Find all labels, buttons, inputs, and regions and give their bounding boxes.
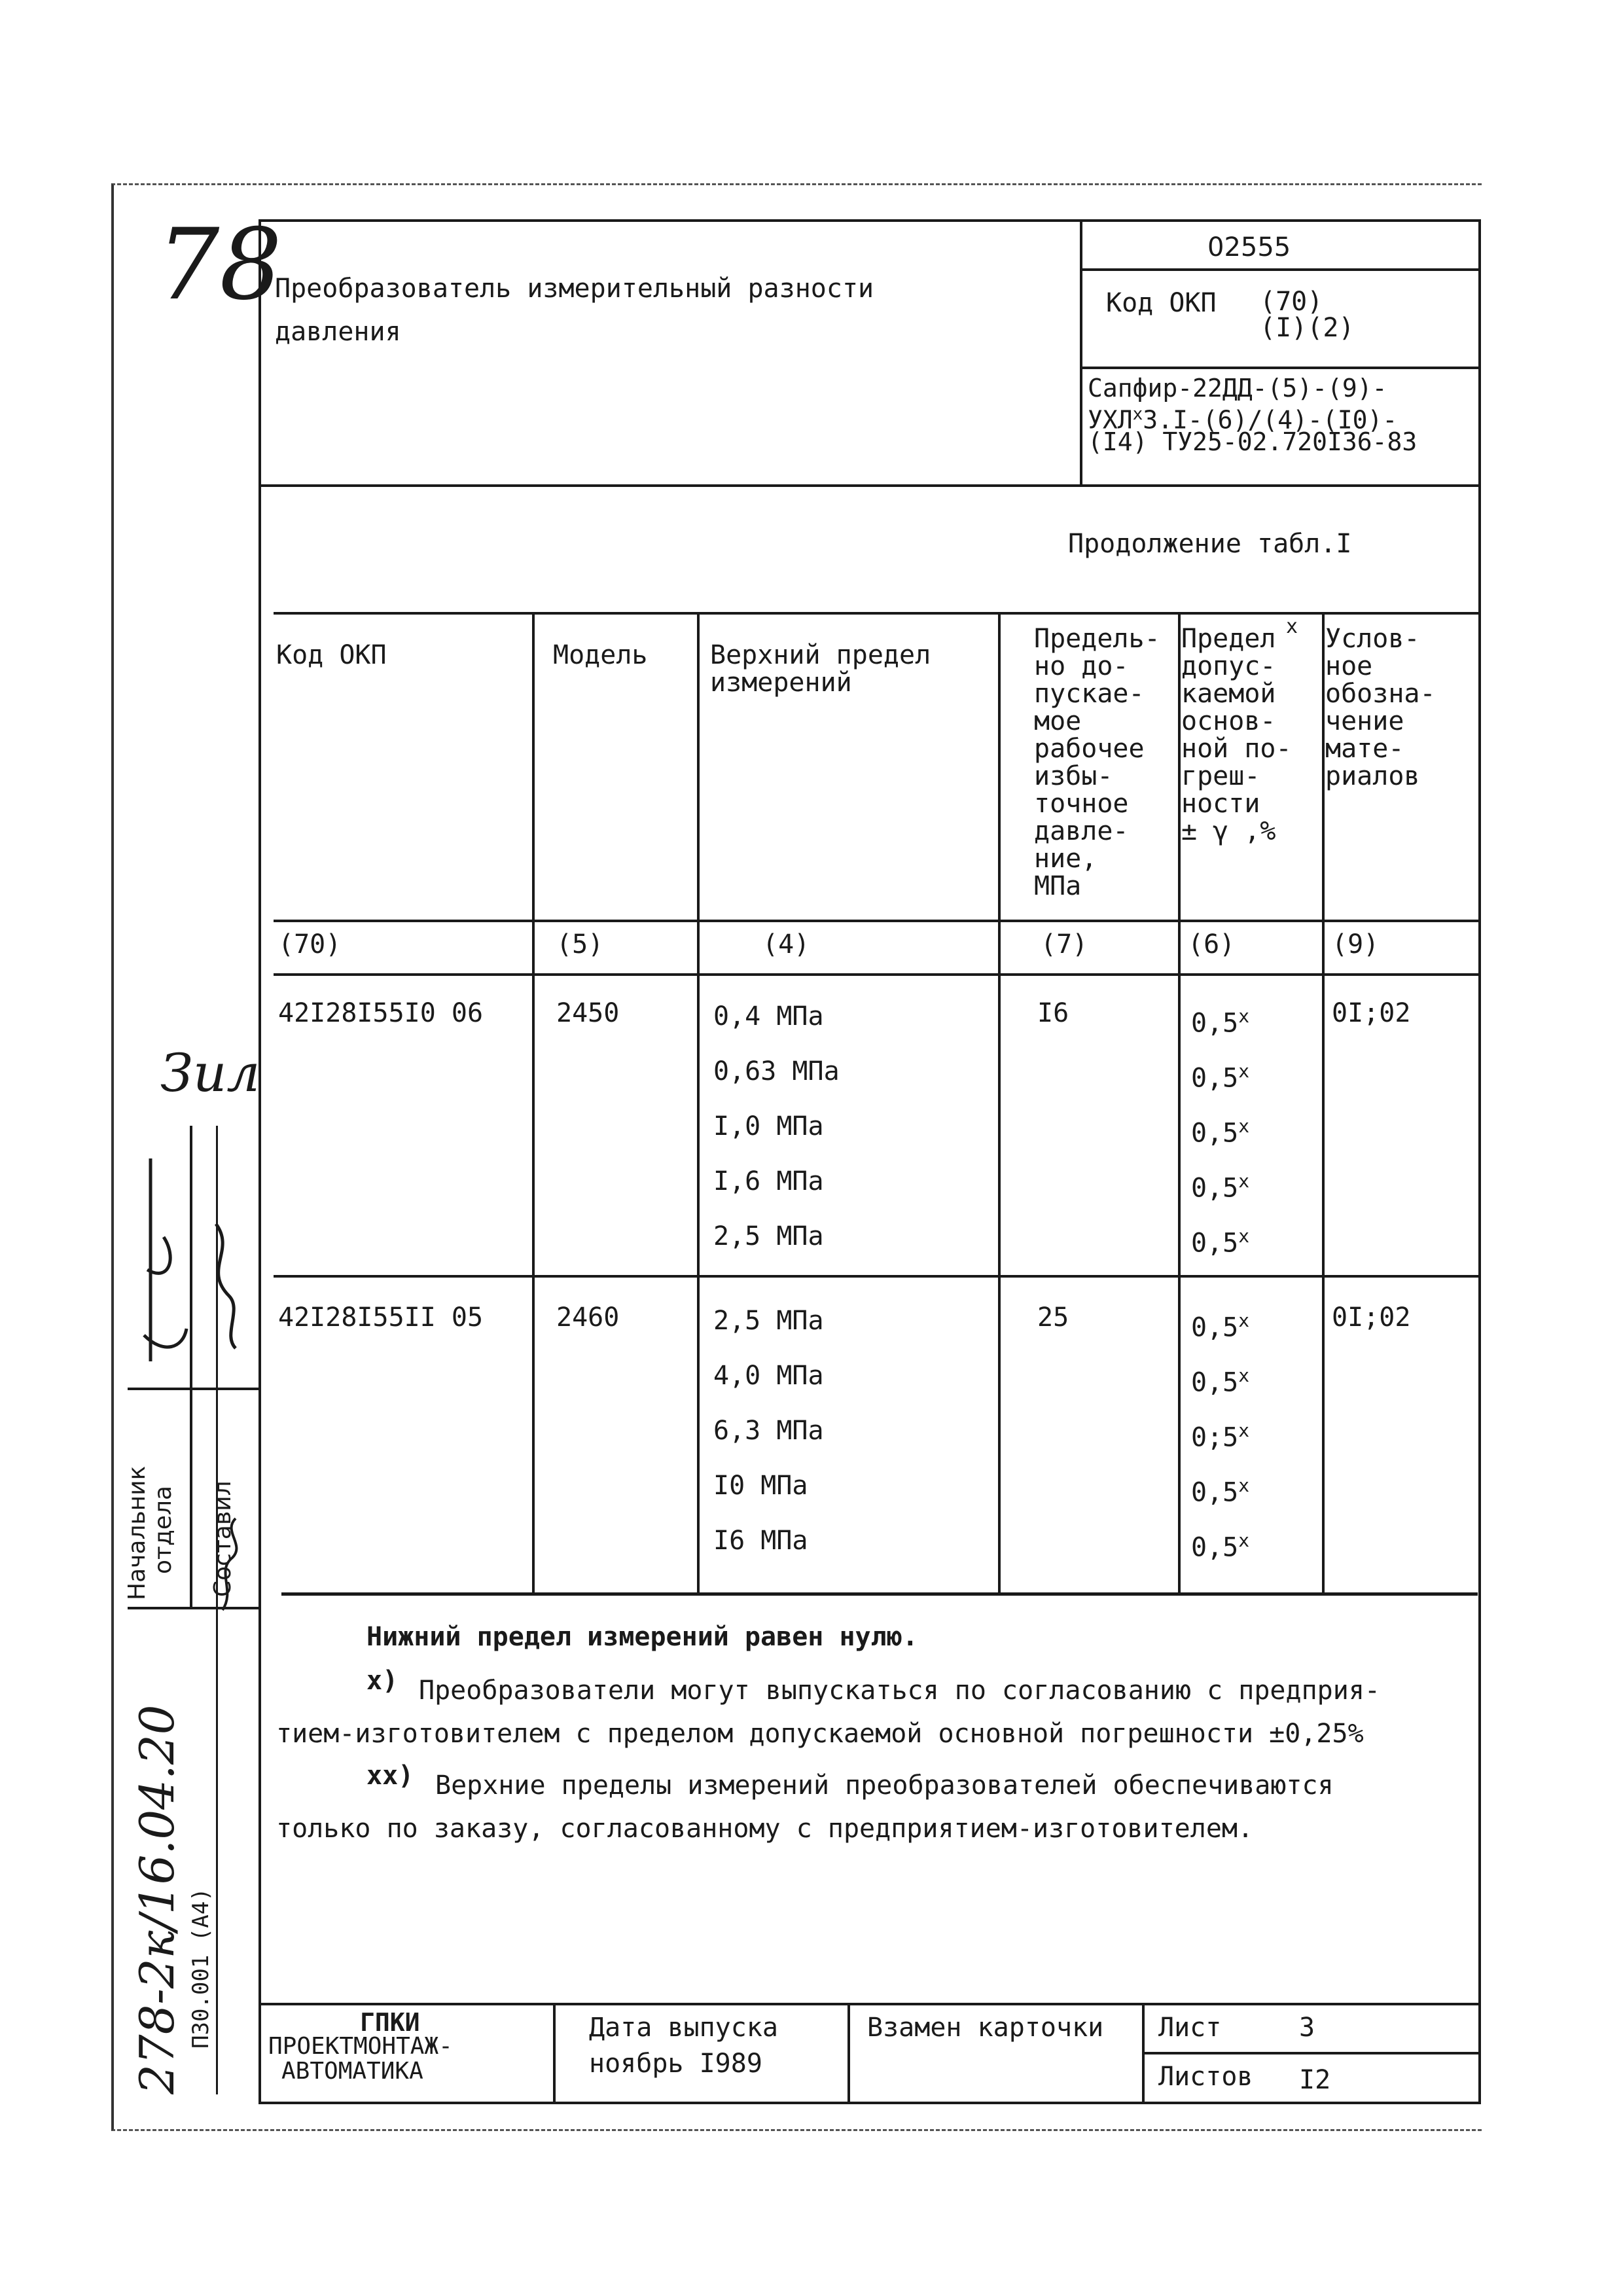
col-number-model: (5) — [556, 929, 604, 960]
table-row-model: 2460 — [556, 1302, 620, 1333]
col-header-pressure: Предель- но до- пускае- мое рабочее избы- точное давле- ние, МПа — [1034, 624, 1160, 901]
table-cell-error: 0,5$^x$ — [1191, 1530, 1250, 1563]
table-cell-error: 0,5$^x$ — [1191, 1475, 1250, 1508]
table-row-okp: 42I28I55II 05 — [278, 1302, 484, 1333]
header-title-line2: давления — [275, 317, 401, 347]
sheet-number-handwritten: 78 — [157, 208, 282, 322]
col-number-limit: (4) — [762, 929, 810, 960]
side-author-label: Составил — [209, 1480, 236, 1597]
side-stamp-number: 278-2к/16.04.20 — [130, 1704, 185, 2094]
header-bottom-line — [260, 484, 1480, 487]
footer-replace-label: Взамен карточки — [867, 2013, 1104, 2043]
table-row-material: 0I;02 — [1332, 998, 1411, 1028]
header-divider — [1080, 221, 1082, 486]
table-cell-error: 0,5$^x$ — [1191, 1365, 1250, 1398]
footer-sheet-value: 3 — [1299, 2013, 1315, 2043]
table-cell-limit: I0 МПа — [713, 1471, 808, 1501]
col-header-upper-limit: Верхний предел измерений — [710, 640, 931, 698]
note-2-line2: только по заказу, согласованному с предприятием-изготовителем. — [276, 1814, 1254, 1844]
note-1-line1: Преобразователи могут выпускаться по согласованию с предприя- — [419, 1676, 1381, 1706]
header-designation-line3: (I4) ТУ25-02.720I36-83 — [1088, 427, 1418, 456]
table-cell-limit: 2,5 МПа — [713, 1306, 824, 1336]
signature-1 — [144, 1158, 187, 1361]
footer-date-value: ноябрь I989 — [589, 2049, 762, 2079]
col-header-error-sup: x — [1286, 615, 1298, 638]
table-cell-limit: I6 МПа — [713, 1526, 808, 1556]
signature-2 — [216, 1224, 236, 1348]
note-lower-limit: Нижний предел измерений равен нулю. — [366, 1622, 918, 1652]
note-2-mark: xx) — [366, 1761, 414, 1791]
side-form-code: П30.001 (А4) — [188, 1888, 214, 2049]
note-1-mark: x) — [366, 1666, 399, 1696]
table-cell-error: 0;5$^x$ — [1191, 1420, 1250, 1453]
note-2-line1: Верхние пределы измерений преобразователей обеспечиваются — [435, 1770, 1334, 1801]
header-code: 02555 — [1207, 232, 1291, 262]
footer-sheets-value: I2 — [1299, 2065, 1331, 2095]
table-cell-limit: 6,3 МПа — [713, 1416, 824, 1446]
col-header-error: Предел допус- каемой основ- ной по- греш- ности ± γ ,% — [1181, 624, 1292, 846]
header-designation-line2: УХЛ$^x$3.I-(6)/(4)-(I0)- — [1088, 404, 1398, 435]
table-cell-limit: 0,63 МПа — [713, 1056, 840, 1086]
table-row-pressure: I6 — [1037, 998, 1069, 1028]
col-header-material: Услов- ное обозна- чение мате- риалов — [1325, 624, 1436, 791]
table-row-pressure: 25 — [1037, 1302, 1069, 1333]
note-1-line2: тием-изготовителем с пределом допускаемой основной погрешности ±0,25% — [276, 1719, 1364, 1749]
footer-org-line2: ПРОЕКТМОНТАЖ- — [268, 2033, 453, 2060]
signature-3 — [223, 1518, 236, 1610]
side-chief-label: Начальник отдела — [124, 1465, 177, 1600]
table-row-material: 0I;02 — [1332, 1302, 1411, 1333]
col-number-error: (6) — [1188, 929, 1236, 960]
footer-sheet-label: Лист — [1158, 2013, 1222, 2043]
header-title-line1: Преобразователь измерительный разности — [275, 274, 874, 304]
footer-date-label: Дата выпуска — [589, 2013, 778, 2043]
header-okp-label: Код ОКП — [1106, 288, 1217, 318]
header-designation-line1: Сапфир-22ДД-(5)-(9)- — [1088, 374, 1387, 403]
header-okp-value-2: (I)(2) — [1260, 313, 1355, 343]
table-cell-limit: 4,0 МПа — [713, 1361, 824, 1391]
signature-scribbles — [124, 1139, 262, 1636]
footer-org-line3: АВТОМАТИКА — [281, 2058, 423, 2085]
continuation-label: Продолжение табл.I — [1068, 529, 1352, 559]
table-row-model: 2450 — [556, 998, 620, 1028]
side-handwritten-name: Зил — [160, 1043, 260, 1103]
col-number-pressure: (7) — [1041, 929, 1088, 960]
table-cell-limit: 0,4 МПа — [713, 1001, 824, 1031]
col-number-okp: (70) — [278, 929, 342, 960]
table-cell-error: 0,5$^x$ — [1191, 1310, 1250, 1343]
col-header-okp: Код ОКП — [276, 640, 387, 670]
footer-org-line1: ГПКИ — [360, 2008, 420, 2037]
col-number-material: (9) — [1332, 929, 1380, 960]
table-cell-error: 0,5$^x$ — [1191, 1170, 1250, 1204]
footer-sheets-label: Листов — [1158, 2062, 1253, 2092]
table-cell-limit: I,6 МПа — [713, 1166, 824, 1196]
header-okp-value-1: (70) — [1260, 287, 1323, 317]
footer-top-line — [260, 2003, 1480, 2005]
table-cell-error: 0,5$^x$ — [1191, 1005, 1250, 1039]
table-row-okp: 42I28I55I0 06 — [278, 998, 484, 1028]
table-cell-error: 0,5$^x$ — [1191, 1060, 1250, 1094]
table-cell-limit: 2,5 МПа — [713, 1221, 824, 1251]
table-cell-error: 0,5$^x$ — [1191, 1115, 1250, 1149]
col-header-model: Модель — [553, 640, 648, 670]
table-top-line — [274, 612, 1479, 615]
table-bottom-line — [281, 1592, 1478, 1596]
table-cell-limit: I,0 МПа — [713, 1111, 824, 1141]
table-cell-error: 0,5$^x$ — [1191, 1225, 1250, 1259]
